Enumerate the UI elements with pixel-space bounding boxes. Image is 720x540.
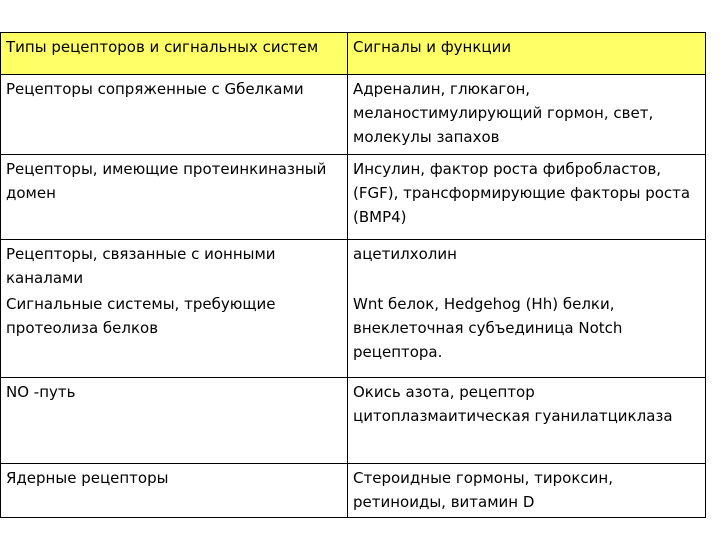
table-header-row xyxy=(1,33,706,75)
cell-receptor-type: Рецепторы сопряженные с Gбелками xyxy=(1,75,348,155)
cell-signals: Инсулин, фактор роста фибробластов, (FGF), трансформирующие факторы роста (BMP4) xyxy=(348,155,706,240)
table-row xyxy=(1,75,706,155)
cell-signals: Стероидные гормоны, тироксин, ретиноиды, витамин D xyxy=(348,464,706,518)
cell-signals: ацетилхолин xyxy=(353,245,457,263)
cell-signals: Wnt белок, Hedgehog (Hh) белки, внеклеточная субъединица Notch рецептора. xyxy=(353,295,623,361)
receptor-table xyxy=(0,32,706,518)
cell-receptor-type: Рецепторы, имеющие протеинкиназный домен xyxy=(1,155,348,240)
cell-signals-stack xyxy=(348,240,706,378)
header-receptor-types: Типы рецепторов и сигнальных систем xyxy=(1,33,348,75)
table-row xyxy=(1,155,706,240)
cell-receptor-type: Рецепторы, связанные с ионными каналами xyxy=(6,245,276,287)
table-row xyxy=(1,240,706,378)
cell-receptor-type: NO -путь xyxy=(1,378,348,464)
cell-signals: Адреналин, глюкагон, меланостимулирующий гормон, свет, молекулы запахов xyxy=(348,75,706,155)
header-signals-functions: Сигналы и функции xyxy=(348,33,706,75)
cell-receptor-type: Ядерные рецепторы xyxy=(1,464,348,518)
table-row xyxy=(1,464,706,518)
cell-receptor-type: Сигнальные системы, требующие протеолиза белков xyxy=(6,295,276,337)
table-row xyxy=(1,378,706,464)
cell-signals: Окись азота, рецептор цитоплазмаитическая гуанилатциклаза xyxy=(348,378,706,464)
cell-receptor-type-stack xyxy=(1,240,348,378)
